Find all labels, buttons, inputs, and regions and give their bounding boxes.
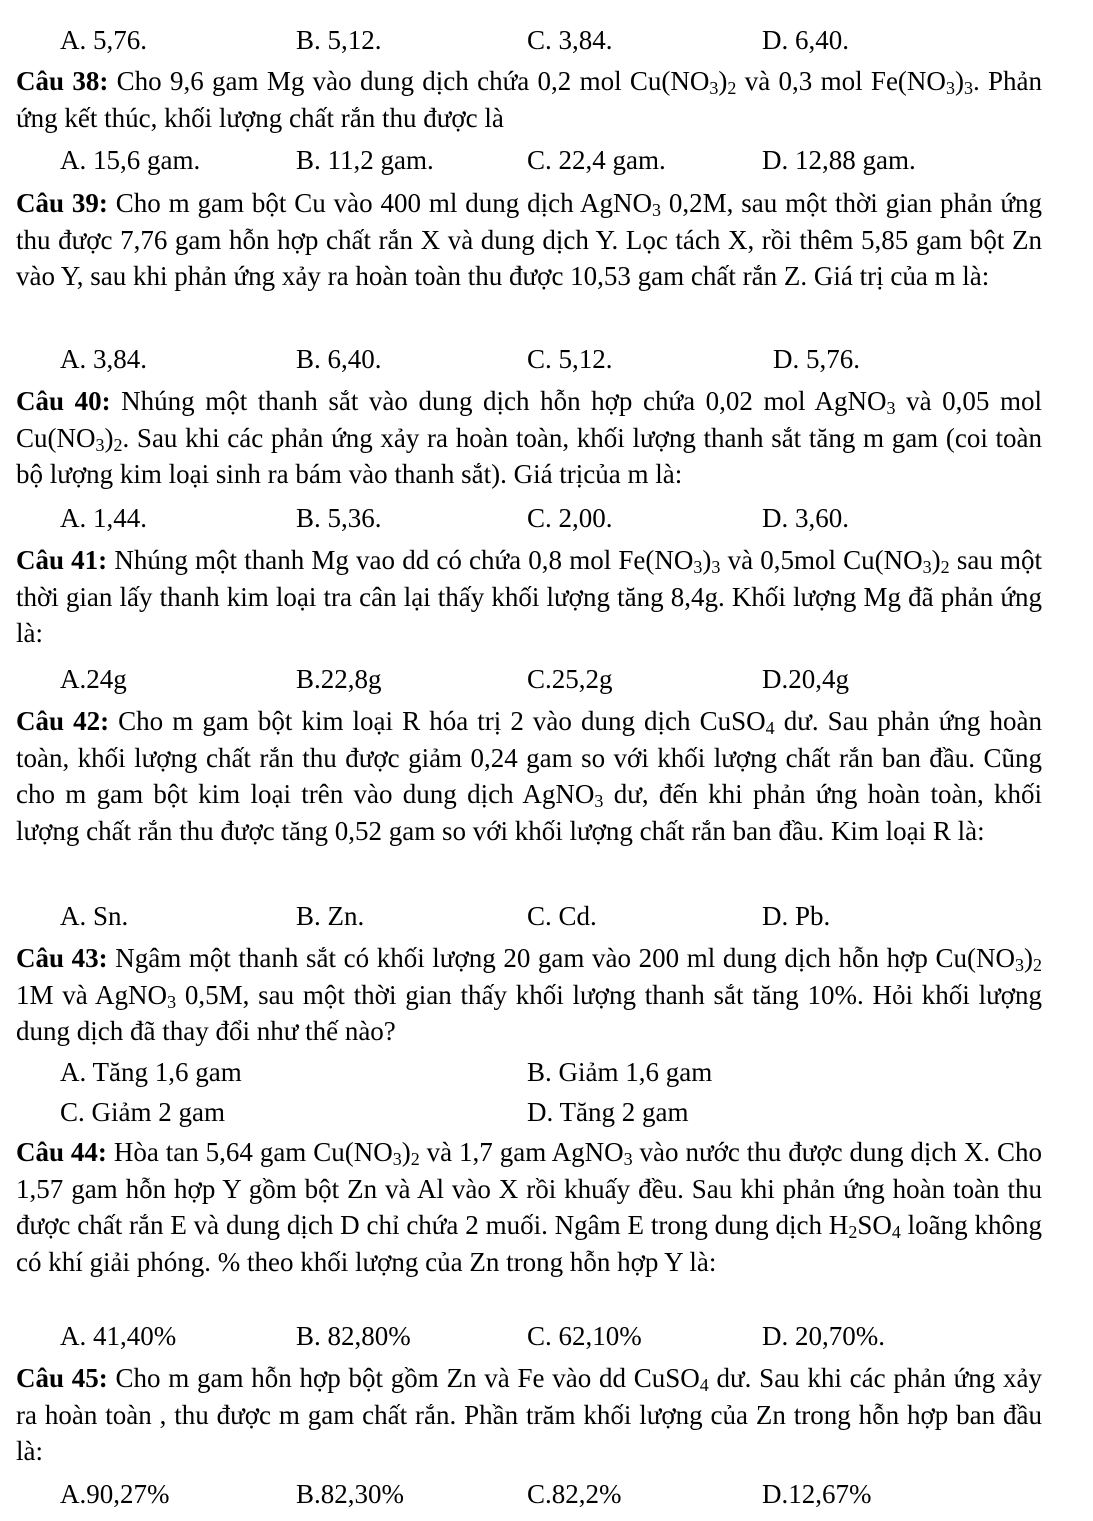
q45-option-c: C.82,2% bbox=[527, 1479, 622, 1509]
q44-label: Câu 44: bbox=[16, 1137, 107, 1167]
q40-option-a: A. 1,44. bbox=[60, 503, 147, 533]
q37-option-c: C. 3,84. bbox=[527, 25, 613, 55]
q38-option-c: C. 22,4 gam. bbox=[527, 145, 666, 175]
q38-option-a: A. 15,6 gam. bbox=[60, 145, 201, 175]
q44-option-b: B. 82,80% bbox=[296, 1321, 411, 1351]
q40-options bbox=[0, 500, 1093, 536]
q37-option-a: A. 5,76. bbox=[60, 25, 147, 55]
q45-text: Câu 45: Cho m gam hỗn hợp bột gồm Zn và Fe vào dd CuSO$_4$ dư. Sau khi các phản ứng xảy ra hoàn toàn , thu được m gam chất rắn. Phần trăm khối lượng của Zn trong hỗn hợp ban đầu là: bbox=[16, 1363, 1042, 1466]
q39-options bbox=[0, 341, 1093, 377]
q38-option-b: B. 11,2 gam. bbox=[296, 145, 434, 175]
q38-label: Câu 38: bbox=[16, 66, 109, 96]
q43-option-d: D. Tăng 2 gam bbox=[527, 1097, 689, 1127]
q39-option-c: C. 5,12. bbox=[527, 344, 613, 374]
q39-option-a: A. 3,84. bbox=[60, 344, 147, 374]
q37-option-b: B. 5,12. bbox=[296, 25, 382, 55]
q43-options-row1 bbox=[0, 1054, 1093, 1090]
q40-option-b: B. 5,36. bbox=[296, 503, 382, 533]
q45-label: Câu 45: bbox=[16, 1363, 108, 1393]
q40-option-d: D. 3,60. bbox=[762, 503, 849, 533]
q39-option-b: B. 6,40. bbox=[296, 344, 382, 374]
q45-option-d: D.12,67% bbox=[762, 1479, 872, 1509]
q44-options bbox=[0, 1318, 1093, 1354]
q41-label: Câu 41: bbox=[16, 545, 108, 575]
q40-text: Câu 40: Nhúng một thanh sắt vào dung dịch hỗn hợp chứa 0,02 mol AgNO$_3$ và 0,05 mol $Cu(NO_3)_2$. Sau khi các phản ứng xảy ra hoàn toàn, khối lượng thanh sắt tăng m gam (coi toàn bộ lượng kim loại sinh ra bám vào thanh sắt). Giá trịcủa m là: bbox=[16, 386, 1042, 489]
q41-option-d: D.20,4g bbox=[762, 664, 849, 694]
q42-label: Câu 42: bbox=[16, 706, 110, 736]
q42-option-d: D. Pb. bbox=[762, 901, 831, 931]
q44-text: Câu 44: Hòa tan 5,64 gam $Cu(NO_3)_2$ và 1,7 gam AgNO$_3$ vào nước thu được dung dịch X. Cho 1,57 gam hỗn hợp Y gồm bột Zn và Al vào X rồi khuấy đều. Sau khi phản ứng hoàn toàn thu được chất rắn E và dung dịch D chỉ chứa 2 muối. Ngâm E trong dung dịch $H_2SO_4$ loãng không có khí giải phóng. % theo khối lượng của Zn trong hỗn hợp Y là: bbox=[16, 1137, 1043, 1277]
q40-label: Câu 40: bbox=[16, 386, 111, 416]
q43-label: Câu 43: bbox=[16, 943, 108, 973]
q39-label: Câu 39: bbox=[16, 188, 108, 218]
q42-text: Câu 42: Cho m gam bột kim loại R hóa trị 2 vào dung dịch CuSO$_4$ dư. Sau phản ứng hoàn toàn, khối lượng chất rắn thu được giảm 0,24 gam so với khối lượng chất rắn ban đầu. Cũng cho m gam bột kim loại trên vào dung dịch AgNO$_3$ dư, đến khi phản ứng hoàn toàn, khối lượng chất rắn thu được tăng 0,52 gam so với khối lượng chất rắn ban đầu. Kim loại R là: bbox=[16, 706, 1042, 846]
q39-text: Câu 39: Cho m gam bột Cu vào 400 ml dung dịch AgNO$_3$ 0,2M, sau một thời gian phản ứng thu được 7,76 gam hỗn hợp chất rắn X và dung dịch Y. Lọc tách X, rồi thêm 5,85 gam bột Zn vào Y, sau khi phản ứng xảy ra hoàn toàn thu được 10,53 gam chất rắn Z. Giá trị của m là: bbox=[16, 188, 1043, 291]
q43-text: Câu 43: Ngâm một thanh sắt có khối lượng 20 gam vào 200 ml dung dịch hỗn hợp $Cu(NO_3)_2$ 1M và AgNO$_3$ 0,5M, sau một thời gian thấy khối lượng thanh sắt tăng 10%. Hỏi khối lượng dung dịch đã thay đổi như thế nào? bbox=[16, 943, 1042, 1046]
q44-option-a: A. 41,40% bbox=[60, 1321, 177, 1351]
q39-option-d: D. 5,76. bbox=[773, 344, 860, 374]
q45-options bbox=[0, 1476, 1093, 1512]
q43-options-row2 bbox=[0, 1094, 1093, 1130]
q42-option-c: C. Cd. bbox=[527, 901, 597, 931]
q45-option-a: A.90,27% bbox=[60, 1479, 170, 1509]
q43-option-b: B. Giảm 1,6 gam bbox=[527, 1057, 713, 1087]
q38-options bbox=[0, 142, 1093, 178]
q41-option-a: A.24g bbox=[60, 664, 127, 694]
q41-option-c: C.25,2g bbox=[527, 664, 613, 694]
q37-option-d: D. 6,40. bbox=[762, 25, 849, 55]
q44-option-c: C. 62,10% bbox=[527, 1321, 642, 1351]
q45-option-b: B.82,30% bbox=[296, 1479, 404, 1509]
q42-options bbox=[0, 898, 1093, 934]
q41-options bbox=[0, 661, 1093, 697]
q42-option-b: B. Zn. bbox=[296, 901, 365, 931]
q38-option-d: D. 12,88 gam. bbox=[762, 145, 916, 175]
q38-text: Câu 38: Cho 9,6 gam Mg vào dung dịch chứa 0,2 mol $Cu(NO_3)_2$ và 0,3 mol $Fe(NO_3)_3$. Phản ứng kết thúc, khối lượng chất rắn thu được là bbox=[16, 66, 1043, 133]
q41-option-b: B.22,8g bbox=[296, 664, 382, 694]
q40-option-c: C. 2,00. bbox=[527, 503, 613, 533]
q42-option-a: A. Sn. bbox=[60, 901, 129, 931]
q43-option-a: A. Tăng 1,6 gam bbox=[60, 1057, 242, 1087]
q43-option-c: C. Giảm 2 gam bbox=[60, 1097, 225, 1127]
q37-options bbox=[0, 22, 1093, 58]
q44-option-d: D. 20,70%. bbox=[762, 1321, 885, 1351]
q41-text: Câu 41: Nhúng một thanh Mg vao dd có chứa 0,8 mol $Fe(NO_3)_3$ và 0,5mol $Cu(NO_3)_2$ sau một thời gian lấy thanh kim loại tra cân lại thấy khối lượng tăng 8,4g. Khối lượng Mg đã phản ứng là: bbox=[16, 545, 1043, 648]
